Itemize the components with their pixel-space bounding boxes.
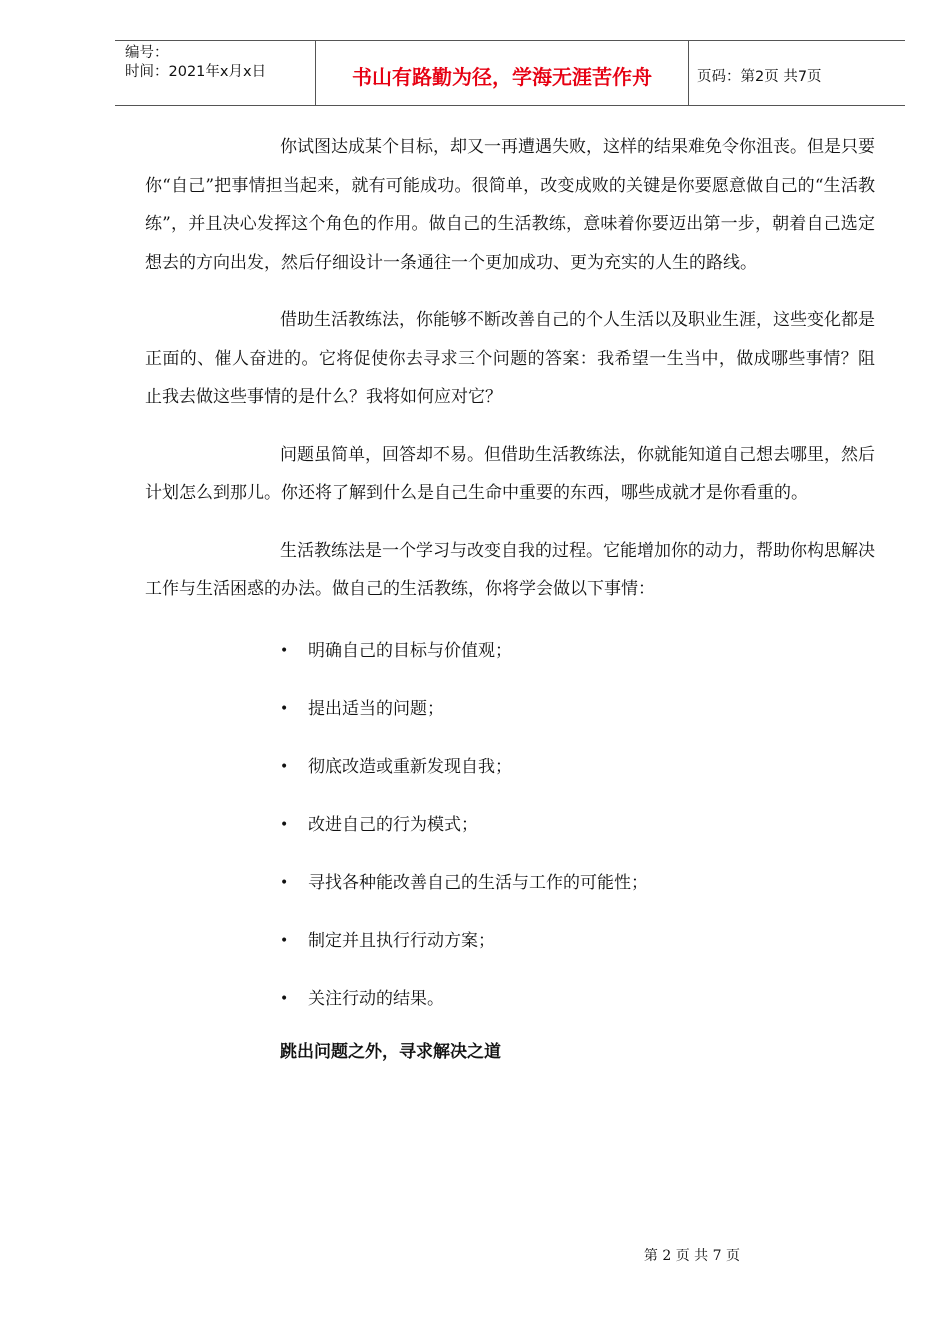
- header-meta: [115, 41, 316, 105]
- list-item: [280, 796, 875, 854]
- bullet-icon: •: [280, 758, 289, 775]
- header-motto: 书山有路勤为径，学海无涯苦作舟: [316, 41, 689, 105]
- list-item-text: 关注行动的结果。: [308, 988, 444, 1009]
- paragraph: 你试图达成某个目标，却又一再遭遇失败，这样的结果难免令你沮丧。但是只要你“自己”把事情担当起来，就有可能成功。很简单，改变成败的关键是你要愿意做自己的“生活教练”，并且决心发挥这个角色的作用。做自己的生活教练，意味着你要迈出第一步，朝着自己选定想去的方向出发，然后仔细设计一条通往一个更加成功、更为充实的人生的路线。: [145, 137, 875, 273]
- header-page-info: 页码：第2页 共7页: [697, 68, 822, 85]
- bullet-list: [145, 622, 875, 1028]
- page-header: [115, 40, 905, 106]
- bullet-icon: •: [280, 816, 289, 833]
- paragraph: 问题虽简单，回答却不易。但借助生活教练法，你就能知道自己想去哪里，然后计划怎么到那儿。你还将了解到什么是自己生命中重要的东西，哪些成就才是你看重的。: [145, 444, 875, 503]
- list-item: [280, 970, 875, 1028]
- document-body: [145, 128, 875, 1072]
- list-item: [280, 622, 875, 680]
- list-item-text: 提出适当的问题；: [308, 698, 444, 719]
- list-item-text: 寻找各种能改善自己的生活与工作的可能性；: [308, 872, 648, 893]
- bullet-icon: •: [280, 932, 289, 949]
- list-item-text: 彻底改造或重新发现自我；: [308, 756, 512, 777]
- bullet-icon: •: [280, 990, 289, 1007]
- list-item: [280, 912, 875, 970]
- list-item: [280, 680, 875, 738]
- paragraph: 借助生活教练法，你能够不断改善自己的个人生活以及职业生涯，这些变化都是正面的、催人奋进的。它将促使你去寻求三个问题的答案：我希望一生当中，做成哪些事情？阻止我去做这些事情的是什么？我将如何应对它？: [145, 310, 875, 407]
- bullet-icon: •: [280, 874, 289, 891]
- list-item-text: 改进自己的行为模式；: [308, 814, 478, 835]
- paragraph: 生活教练法是一个学习与改变自我的过程。它能增加你的动力，帮助你构思解决工作与生活困惑的办法。做自己的生活教练，你将学会做以下事情：: [145, 540, 875, 599]
- time-label: 时间：2021年x月x日: [125, 64, 267, 80]
- list-item: [280, 738, 875, 796]
- list-item-text: 明确自己的目标与价值观；: [308, 640, 512, 661]
- bullet-icon: •: [280, 700, 289, 717]
- bullet-icon: •: [280, 642, 289, 659]
- list-item-text: 制定并且执行行动方案；: [308, 930, 495, 951]
- serial-label: 编号：: [125, 45, 169, 61]
- page-footer: 第 2 页 共 7 页: [643, 1248, 740, 1264]
- section-heading: 跳出问题之外，寻求解决之道: [280, 1041, 501, 1062]
- list-item: [280, 854, 875, 912]
